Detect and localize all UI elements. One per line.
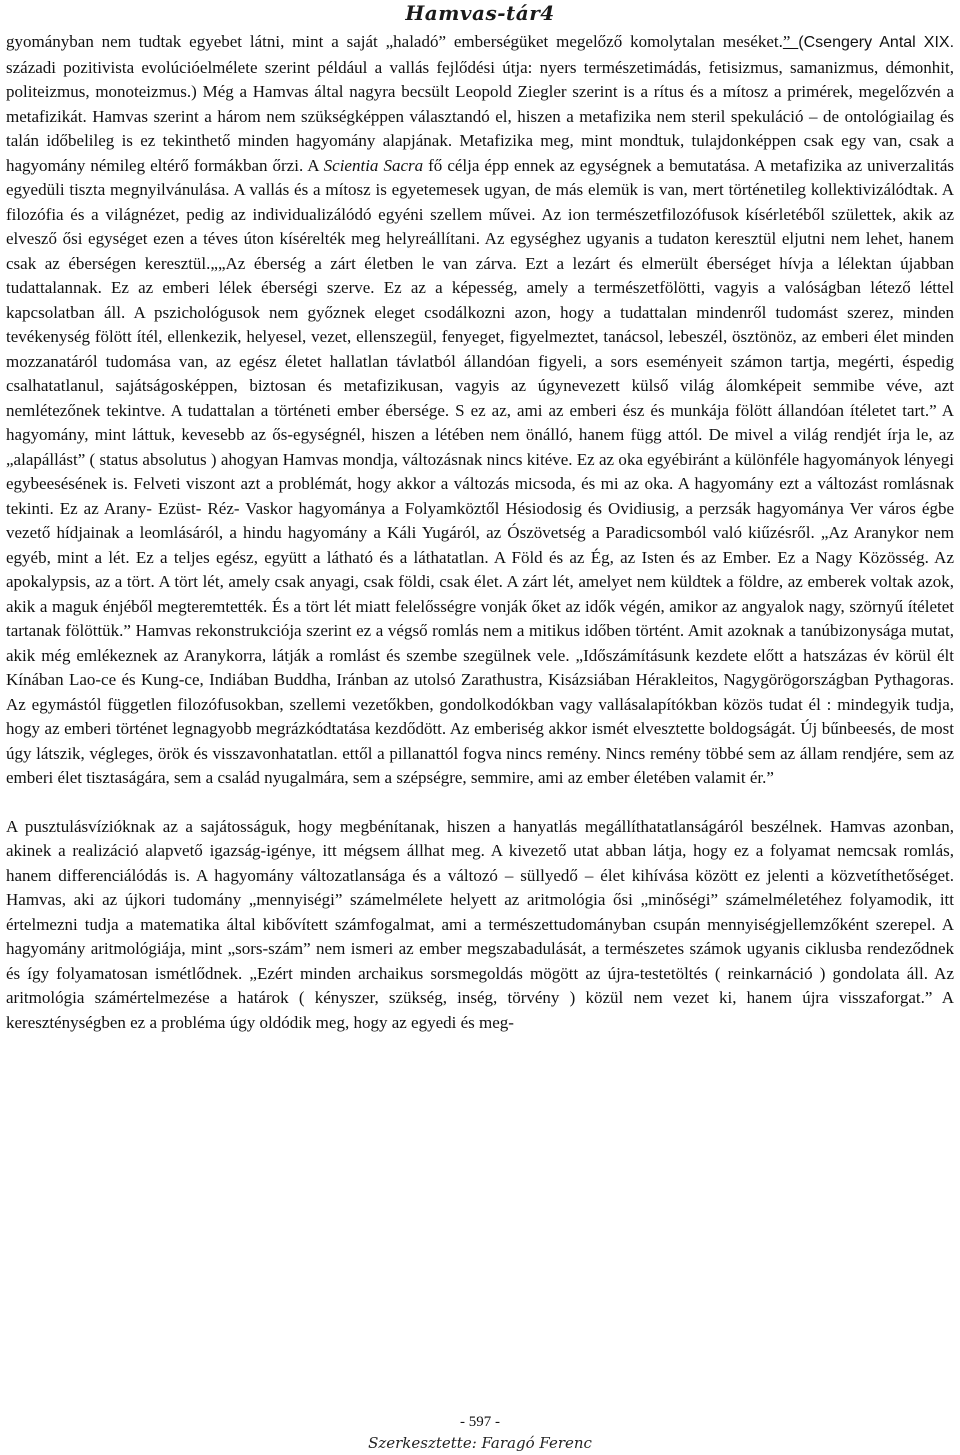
page-number: - 597 - bbox=[460, 1414, 500, 1430]
paragraph-1 bbox=[6, 30, 954, 791]
sans-text-run: (Csengery Antal XIX. bbox=[798, 34, 955, 51]
text-run: gyományban nem tudtak egyebet látni, mint a saját „haladó” emberségüket megelőző komolytalan meséket. bbox=[6, 32, 783, 51]
body-text bbox=[6, 30, 954, 1035]
text-run: fő célja épp ennek az egységnek a bemutatása. A metafizika az univerzalitás egyedüli tiszta megnyilvánulása. A vallás és a mítosz is egyetemesek ugyan, de más elemük is van, mert történetileg kollektivizálódtak. A filozófia és a világnézet, pedig az individualizálódó egyéni szellem művei. Az ion természetfilozófusok kísérletéből születtek, akik az elvesző ősi egységet ezen a téves úton kísérelték meg helyreállítani. Az egységhez ugyanis a tudaton keresztül eljutni nem lehet, hanem csak az éberségen keresztül.„„Az éberség a zárt életben le van zárva. Ezt a lezárt és elmerült éberséget hívja a lélektan újabban tudattalannak. Ez az emberi lélek éberségi szerve. Ez az a képesség, amely a természetfölötti, vagyis a valóságban létező léttel kapcsolatban áll. A pszichológusok nem győznek eleget csodálkozni azon, hogy a tudattalan mindenről tudomást szerez, minden tevékenység fölött ítél, ellenkezik, helyesel, vezet, ellenszegül, fenyeget, figyelmeztet, tanácsol, lebeszél, ösztönöz, az emberi élet minden mozzanatáról tudomása van, az egész életet hallatlan távlatból állandóan figyeli, a sors eseményeit számon tartja, megérti, éspedig csalhatatlanul, sajátságosképpen, biztosan és metafizikusan, vagyis az úgynevezett külső világ álomképeit semmibe véve, azt nemlétezőnek tekintve. A tudattalan a történeti ember ébersége. S ez az, ami az emberi ész és munkája fölött állandóan ítéletet tart.” A hagyomány, mint láttuk, kevesebb az ős-egységnél, hiszen a létében nem önálló, hanem függ attól. De mivel a világ rendjét írja le, az „alapállást” ( status absolutus ) ahogyan Hamvas mondja, változásnak nincs kitéve. Ez az oka egyébiránt a különféle hagyományok lényegi egybeesésének is. Felveti viszont azt a problémát, hogy akkor a változás micsoda, és mi az oka. A hagyomány ezt a változást romlásnak tekinti. Ez az Arany- Ezüst- Réz- Vaskor hagyománya a Folyamköztől Hésiodosig és Ovidiusig, a perzsák hagyománya Ver város égbe vezető hídjainak a leomlásáról, a hindu hagyomány a Káli Yugáról, az Ószövetség a Paradicsomból való kiűzésről. „Az Aranykor nem egyéb, mint a lét. Ez a teljes egész, együtt a látható és a láthatatlan. A Föld és az Ég, az Isten és az Ember. Ez a Nagy Közösség. Az apokalypsis, az a tört. A tört lét, amely csak anyagi, csak földi, csak élet. A zárt lét, amelyet nem küldtek a földre, az emberek voltak azok, akik a maguk énjéből megteremtették. És a tört lét miatt felelősségre vonják őket az idők végén, amikor az angyalok nagy, szörnyű ítéletet tartanak fölöttük.” Hamvas rekonstrukciója szerint ez a végső romlás nem a mitikus időben történt. Amit azoknak a tanúbizonysága mutat, akik még emlékeznek az Aranykorra, látják a romlást és szembe szegülnek vele. „Időszámításunk kezdete előtt a hatszázas év körül élt Kínában Lao-ce és Kung-ce, Indiában Buddha, Iránban az utolsó Zarathustra, Kisázsiában Hérakleitos, Nagygörögországban Pythagoras. Az egymástól független filozófusokban, szellemi vezetőkben, gondolkodókban vagy vallásalapítókban közös tudat él : mindegyik tudja, hogy az emberi történet legnagyobb megrázkódtatása kezdődött. Az emberiség akkor ismét elvesztette boldogságát. Új bűnbeesés, de most úgy látszik, végleges, örök és visszavonhatatlan. ettől a pillanattól fogva nincs remény. Nincs remény többé sem az állam rendjére, sem az emberi élet tisztaságára, sem a család nyugalmára, sem a szépségre, semmire, ami az ember életében valamit ér.” bbox=[6, 155, 954, 787]
running-header: Hamvas-tár4 bbox=[405, 1, 555, 25]
paragraph-2: A pusztulásvízióknak az a sajátosságuk, hogy megbénítanak, hiszen a hanyatlás megállíthatatlanságáról beszélnek. Hamvas azonban, akinek a realizáció alapvető igazság-igénye, itt mégsem állhat meg. A kivezető utat abban látja, hogy ez a folyamat nemcsak romlás, hanem differenciálódás is. A hagyomány változatlansága és a változó – süllyedő – élet kihívása között ez jelenti a közvetíthetőséget. Hamvas, aki az újkori tudomány „mennyiségi” számelmélete helyett az aritmológia ősi „minőségi” számelméletéhez folyamodik, itt értelmezni tudja a matematika által kibővített számfogalmat, ami a természettudományban csupán mennyiségjellemzőként szerepel. A hagyomány aritmológiája, mint „sors-szám” nem ismeri az ember megszabadulását, a természetes számok ugyanis ciklusba rendeződnek és így folyamatosan ismétlődnek. „Ezért minden archaikus sorsmegoldás mögött az újra-testetöltés ( reinkarnáció ) gondolata áll. Az aritmológia számértelmezése a határok ( kényszer, szükség, inség, törvény ) közül nem vezet ki, hanem újra visszaforgat.” A kereszténységben ez a probléma úgy oldódik meg, hogy az egyedi és meg- bbox=[6, 816, 954, 1032]
text-run: ) Még a Hamvas által nagyra becsült Leopold Ziegler szerint is a rítus és a mítosz a primérek, megelőzvén a metafizikát. Hamvas szerint a három nem szükségképpen választandó el, hiszen a metafizika nem steril spekuláció – de ontológiailag és talán időbelileg is ez tekinthető minden hagyomány alapjának. Metafizika meg, mint mondtuk, tulajdonképpen csak egy van, csak a hagyomány némileg eltérő formákban őrzi. A bbox=[6, 82, 955, 175]
underlined-quote: ” bbox=[782, 32, 799, 51]
footer-credit: Szerkesztette: Faragó Ferenc bbox=[368, 1434, 592, 1452]
italic-title: Scientia Sacra bbox=[323, 155, 424, 175]
text-run: századi pozitivista evolúcióelmélete szerint például a vallás fejlődési útja: nyers természetimádás, fetisizmus, samanizmus, démonhit, politeizmus, monoteizmus. bbox=[6, 57, 954, 101]
